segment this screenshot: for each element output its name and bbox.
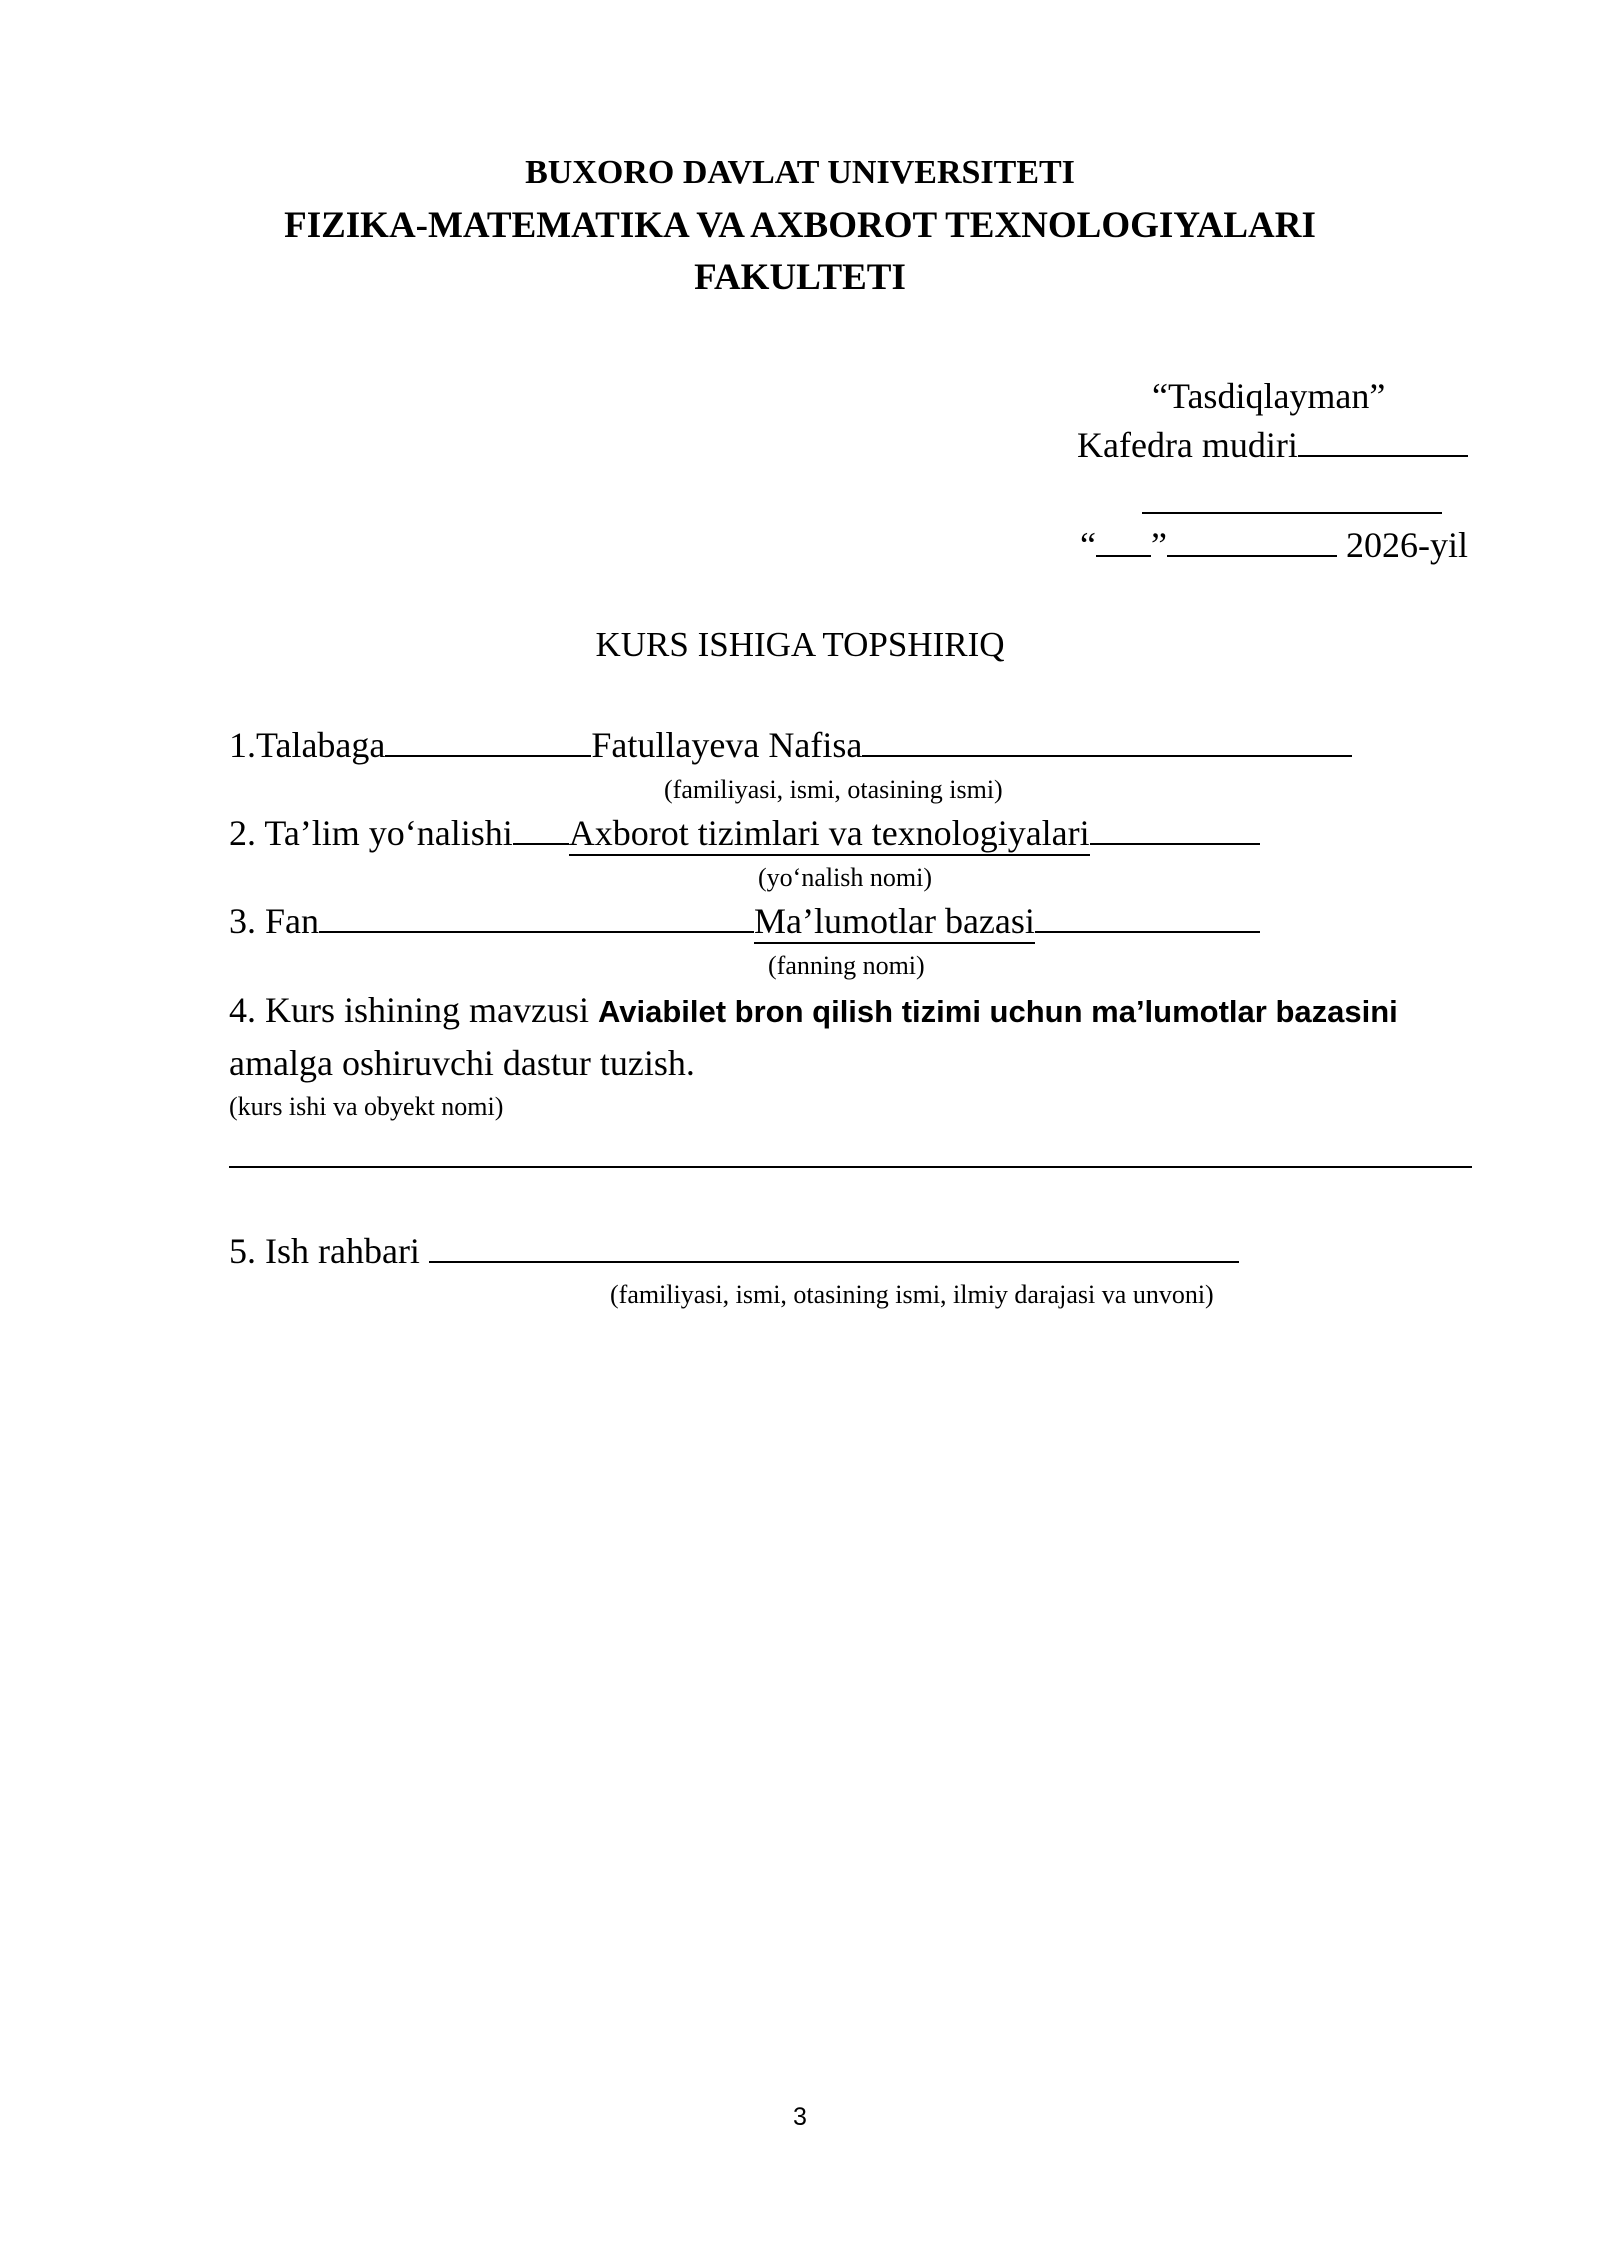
student-blank-left — [385, 727, 591, 757]
faculty-name-line2: FAKULTETI — [694, 257, 906, 298]
faculty-name-line1: FIZIKA-MATEMATIKA VA AXBOROT TEXNOLOGIYALARI — [284, 205, 1316, 246]
topic-blank-line — [229, 1166, 1472, 1168]
approval-head-label: Kafedra mudiri — [1077, 425, 1298, 465]
direction-line — [229, 815, 1260, 851]
subject-blank-right — [1035, 903, 1260, 933]
approval-date-line — [1080, 527, 1468, 563]
direction-value: Axborot tizimlari va texnologiyalari — [569, 813, 1090, 856]
university-name: BUXORO DAVLAT UNIVERSITETI — [525, 154, 1075, 191]
topic-caption: (kurs ishi va obyekt nomi) — [229, 1092, 504, 1121]
student-caption: (familiyasi, ismi, otasining ismi) — [664, 775, 1003, 804]
supervisor-label: 5. Ish rahbari — [229, 1231, 420, 1271]
approval-name-blank — [1142, 480, 1442, 514]
student-blank-right — [862, 727, 1352, 757]
date-open-quote: “ — [1080, 525, 1096, 565]
direction-label: 2. Ta’lim yo‘nalishi — [229, 813, 513, 853]
date-day-blank — [1096, 527, 1151, 557]
subject-value: Ma’lumotlar bazasi — [754, 901, 1035, 944]
direction-caption: (yo‘nalish nomi) — [758, 863, 933, 892]
approval-signature-blank — [1298, 427, 1468, 457]
date-month-blank — [1167, 527, 1337, 557]
subject-caption: (fanning nomi) — [768, 951, 925, 980]
topic-label: 4. Kurs ishining mavzusi — [229, 990, 589, 1030]
approval-title: “Tasdiqlayman” — [1152, 376, 1386, 416]
subject-label: 3. Fan — [229, 901, 319, 941]
subject-line — [229, 903, 1260, 939]
subject-blank-left — [319, 903, 754, 933]
direction-blank-left — [513, 815, 569, 845]
approval-head-line — [1077, 427, 1468, 463]
approval-year: 2026-yil — [1345, 525, 1468, 565]
supervisor-line — [229, 1233, 1239, 1269]
supervisor-blank — [429, 1233, 1239, 1263]
page-number: 3 — [793, 2103, 807, 2131]
supervisor-caption: (familiyasi, ismi, otasining ismi, ilmiy darajasi va unvoni) — [610, 1280, 1214, 1309]
topic-value: Aviabilet bron qilish tizimi uchun ma’lumotlar bazasini — [597, 994, 1398, 1029]
student-label: 1.Talabaga — [229, 725, 386, 765]
student-value: Fatullayeva Nafisa — [591, 725, 863, 765]
topic-continuation: amalga oshiruvchi dastur tuzish. — [229, 1043, 695, 1083]
direction-blank-right — [1090, 815, 1260, 845]
document-title: KURS ISHIGA TOPSHIRIQ — [595, 625, 1005, 664]
student-line — [229, 727, 1352, 763]
topic-line — [229, 992, 1398, 1028]
date-close-quote: ” — [1150, 525, 1167, 565]
